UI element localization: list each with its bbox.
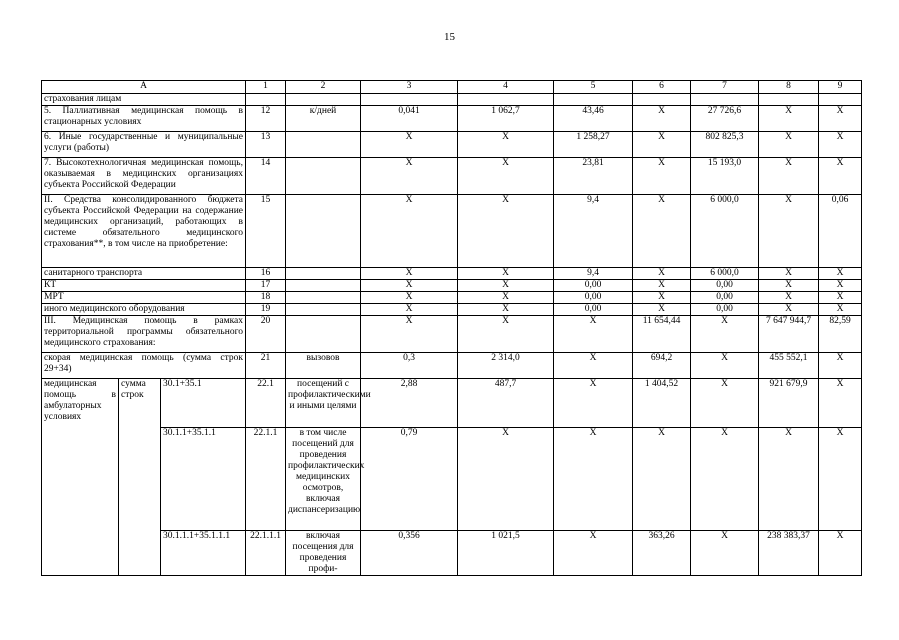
header-cell-9: 9 bbox=[819, 81, 862, 94]
cell-c9: 0,06 bbox=[819, 195, 862, 268]
cell-c6: X bbox=[633, 195, 691, 268]
cell-c3: 0,356 bbox=[361, 531, 458, 576]
cell-c2 bbox=[286, 268, 361, 280]
row-label: скорая медицинская помощь (сумма строк 29+34) bbox=[42, 353, 246, 379]
cell-c9: X bbox=[819, 268, 862, 280]
table-row bbox=[42, 353, 862, 379]
cell-c7: 0,00 bbox=[691, 280, 759, 292]
cell-c7: 802 825,3 bbox=[691, 132, 759, 158]
header-cell-7: 7 bbox=[691, 81, 759, 94]
row-group-label: медицинская помощь в амбулаторных условиях bbox=[42, 379, 119, 576]
header-cell-5: 5 bbox=[554, 81, 633, 94]
header-cell-1: 1 bbox=[246, 81, 286, 94]
cell-c8: X bbox=[759, 195, 819, 268]
cell-c2 bbox=[286, 316, 361, 353]
cell-c6: X bbox=[633, 292, 691, 304]
cell-c6: X bbox=[633, 106, 691, 132]
row-label: III. Медицинская помощь в рамках территориальной программы обязательного медицинского страхования: bbox=[42, 316, 246, 353]
cell-c9: X bbox=[819, 304, 862, 316]
cell-c7: 6 000,0 bbox=[691, 195, 759, 268]
cell-c6: X bbox=[633, 304, 691, 316]
cell-c8: 921 679,9 bbox=[759, 379, 819, 428]
cell-c4: X bbox=[458, 280, 554, 292]
table-row bbox=[42, 379, 862, 428]
table-row bbox=[42, 292, 862, 304]
cell-c8: X bbox=[759, 304, 819, 316]
cell-c1: 13 bbox=[246, 132, 286, 158]
cell-c1: 14 bbox=[246, 158, 286, 195]
cell-c2 bbox=[286, 292, 361, 304]
cell-c9: X bbox=[819, 292, 862, 304]
cell-c3: X bbox=[361, 195, 458, 268]
row-label: МРТ bbox=[42, 292, 246, 304]
cell-c7: X bbox=[691, 531, 759, 576]
cell-c5: 0,00 bbox=[554, 304, 633, 316]
cell-c4: X bbox=[458, 195, 554, 268]
cell-c2 bbox=[286, 158, 361, 195]
table-row bbox=[42, 94, 862, 106]
cell-c9: X bbox=[819, 106, 862, 132]
cell-c8: X bbox=[759, 268, 819, 280]
cell-c2 bbox=[286, 132, 361, 158]
cell-c6: X bbox=[633, 428, 691, 531]
cell-c9: X bbox=[819, 531, 862, 576]
cell-c7: 0,00 bbox=[691, 292, 759, 304]
cell-c4: 2 314,0 bbox=[458, 353, 554, 379]
cell-c3: X bbox=[361, 268, 458, 280]
cell-c7: 0,00 bbox=[691, 304, 759, 316]
cell-c6: 1 404,52 bbox=[633, 379, 691, 428]
cell-c5: X bbox=[554, 353, 633, 379]
cell-c9: X bbox=[819, 353, 862, 379]
cell-c8: 238 383,37 bbox=[759, 531, 819, 576]
cell-c3: X bbox=[361, 132, 458, 158]
row-label: II. Средства консолидированного бюджета субъекта Российской Федерации на содержание медицинских организаций, работающих в системе обязательного медицинского страхования**, в том числе на приобретение: bbox=[42, 195, 246, 268]
row-sum-label: сумма строк bbox=[119, 379, 161, 576]
header-cell-3: 3 bbox=[361, 81, 458, 94]
cell-c7: X bbox=[691, 353, 759, 379]
cell-c5: 0,00 bbox=[554, 292, 633, 304]
cell-c2: вызовов bbox=[286, 353, 361, 379]
row-formula: 30.1.1+35.1.1 bbox=[161, 428, 246, 531]
cell-c1: 21 bbox=[246, 353, 286, 379]
cell-c7: 6 000,0 bbox=[691, 268, 759, 280]
cell-c2 bbox=[286, 280, 361, 292]
cell-c9: X bbox=[819, 428, 862, 531]
cell-c3: 2,88 bbox=[361, 379, 458, 428]
cell-c5: X bbox=[554, 379, 633, 428]
cell-c3: X bbox=[361, 158, 458, 195]
cell-c2: в том числе посещений для проведения профилактических медицинских осмотров, включая диспансеризацию bbox=[286, 428, 361, 531]
cell-c3: X bbox=[361, 292, 458, 304]
header-cell-4: 4 bbox=[458, 81, 554, 94]
header-cell-a: А bbox=[42, 81, 246, 94]
cell-c1: 17 bbox=[246, 280, 286, 292]
cell-c4: 1 021,5 bbox=[458, 531, 554, 576]
cell-c1: 22.1.1 bbox=[246, 428, 286, 531]
table-row bbox=[42, 132, 862, 158]
cell-c1: 16 bbox=[246, 268, 286, 280]
cell-c8: X bbox=[759, 292, 819, 304]
cell-c9: X bbox=[819, 132, 862, 158]
cell-c7: X bbox=[691, 428, 759, 531]
cell-c6: X bbox=[633, 132, 691, 158]
cell-c5: 9,4 bbox=[554, 268, 633, 280]
cell-c8: X bbox=[759, 132, 819, 158]
cell-c6: X bbox=[633, 280, 691, 292]
cell-c8: 455 552,1 bbox=[759, 353, 819, 379]
cell-c6: X bbox=[633, 268, 691, 280]
cell-c7: 27 726,6 bbox=[691, 106, 759, 132]
cell-c1: 19 bbox=[246, 304, 286, 316]
cell-c2: посещений с профилактическими и иными целями bbox=[286, 379, 361, 428]
cell-c3: 0,041 bbox=[361, 106, 458, 132]
cell-c3: 0,3 bbox=[361, 353, 458, 379]
cell-c9: 82,59 bbox=[819, 316, 862, 353]
row-formula: 30.1.1.1+35.1.1.1 bbox=[161, 531, 246, 576]
cell-c1: 22.1.1.1 bbox=[246, 531, 286, 576]
cell-c4: X bbox=[458, 304, 554, 316]
cell-c4: X bbox=[458, 158, 554, 195]
table-row bbox=[42, 531, 862, 576]
page-number: 15 bbox=[444, 31, 455, 43]
table-row bbox=[42, 316, 862, 353]
cell-c6: 694,2 bbox=[633, 353, 691, 379]
table-row bbox=[42, 428, 862, 531]
cell-c4: X bbox=[458, 268, 554, 280]
table-row bbox=[42, 158, 862, 195]
cell-c8: X bbox=[759, 106, 819, 132]
header-cell-6: 6 bbox=[633, 81, 691, 94]
cell-c4: X bbox=[458, 132, 554, 158]
cell-c4: X bbox=[458, 428, 554, 531]
row-label: 6. Иные государственные и муниципальные услуги (работы) bbox=[42, 132, 246, 158]
cell-c4: X bbox=[458, 316, 554, 353]
cell-c4: 1 062,7 bbox=[458, 106, 554, 132]
header-row bbox=[42, 81, 862, 94]
cell-c3: 0,79 bbox=[361, 428, 458, 531]
cell-c5: 9,4 bbox=[554, 195, 633, 268]
cell-c5: X bbox=[554, 428, 633, 531]
cell-c5: X bbox=[554, 531, 633, 576]
cell-c2 bbox=[286, 195, 361, 268]
cell-c3: X bbox=[361, 304, 458, 316]
cell-c6: 11 654,44 bbox=[633, 316, 691, 353]
cell-c3: X bbox=[361, 280, 458, 292]
table-row bbox=[42, 304, 862, 316]
cell-c5: 0,00 bbox=[554, 280, 633, 292]
cell-c7: X bbox=[691, 316, 759, 353]
cell-c8: X bbox=[759, 158, 819, 195]
cell-c1: 20 bbox=[246, 316, 286, 353]
cell-c2: к/дней bbox=[286, 106, 361, 132]
cell-c6: 363,26 bbox=[633, 531, 691, 576]
header-cell-8: 8 bbox=[759, 81, 819, 94]
cell-c8: 7 647 944,7 bbox=[759, 316, 819, 353]
cell-c5: 23,81 bbox=[554, 158, 633, 195]
cell-c1: 15 bbox=[246, 195, 286, 268]
row-label: страхования лицам bbox=[42, 94, 246, 106]
table-row bbox=[42, 195, 862, 268]
table-row bbox=[42, 280, 862, 292]
cell-c1: 22.1 bbox=[246, 379, 286, 428]
cell-c9: X bbox=[819, 379, 862, 428]
table-row bbox=[42, 106, 862, 132]
table-row bbox=[42, 268, 862, 280]
cell-c7: 15 193,0 bbox=[691, 158, 759, 195]
header-cell-2: 2 bbox=[286, 81, 361, 94]
cell-c8: X bbox=[759, 280, 819, 292]
row-label: 7. Высокотехнологичная медицинская помощь, оказываемая в медицинских организациях субъекта Российской Федерации bbox=[42, 158, 246, 195]
cell-c2 bbox=[286, 304, 361, 316]
data-table bbox=[41, 80, 862, 576]
row-label: иного медицинского оборудования bbox=[42, 304, 246, 316]
cell-c7: X bbox=[691, 379, 759, 428]
cell-c8: X bbox=[759, 428, 819, 531]
cell-c1: 18 bbox=[246, 292, 286, 304]
cell-c5: 43,46 bbox=[554, 106, 633, 132]
cell-c9: X bbox=[819, 280, 862, 292]
cell-c4: 487,7 bbox=[458, 379, 554, 428]
cell-c3: X bbox=[361, 316, 458, 353]
cell-c2: включая посещения для проведения профи- bbox=[286, 531, 361, 576]
cell-c5: 1 258,27 bbox=[554, 132, 633, 158]
cell-c5: X bbox=[554, 316, 633, 353]
row-label: 5. Паллиативная медицинская помощь в стационарных условиях bbox=[42, 106, 246, 132]
cell-c6: X bbox=[633, 158, 691, 195]
row-label: КТ bbox=[42, 280, 246, 292]
row-label: санитарного транспорта bbox=[42, 268, 246, 280]
cell-c1: 12 bbox=[246, 106, 286, 132]
row-formula: 30.1+35.1 bbox=[161, 379, 246, 428]
cell-c9: X bbox=[819, 158, 862, 195]
cell-c4: X bbox=[458, 292, 554, 304]
